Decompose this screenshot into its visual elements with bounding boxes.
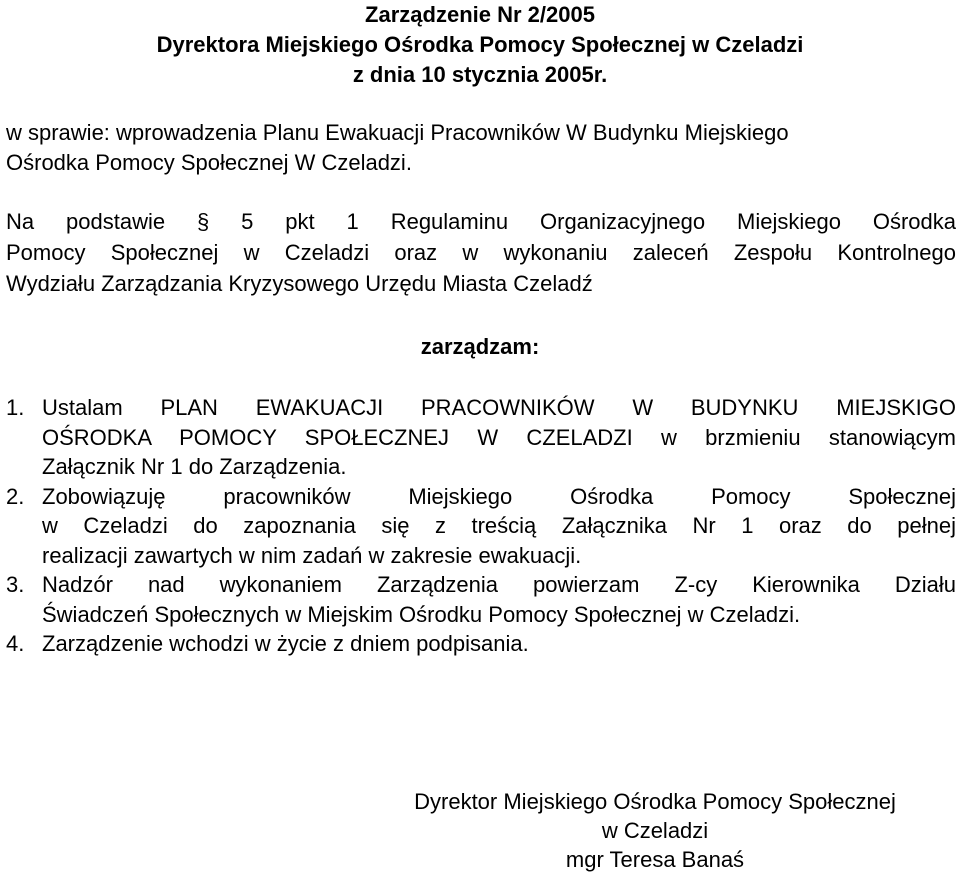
signatory-name: mgr Teresa Banaś [565, 847, 745, 872]
signatory-location: w Czeladzi [601, 818, 709, 843]
document-header [0, 0, 960, 90]
item-line: realizacji zawartych w nim zadań w zakresie ewakuacji. [42, 542, 582, 568]
basis-line-2: Pomocy Społecznej w Czeladzi oraz w wykonaniu zaleceń Zespołu Kontrolnego [6, 240, 956, 265]
item-number: 1. [6, 395, 25, 420]
item-line: Zobowiązuję pracowników Miejskiego Ośrodka Pomocy Społecznej [42, 483, 956, 509]
issuer: Dyrektora Miejskiego Ośrodka Pomocy Społecznej w Czeladzi [156, 32, 804, 57]
item-number: 2. [6, 483, 25, 509]
legal-basis-paragraph [6, 206, 956, 299]
item-line: Nadzór nad wykonaniem Zarządzenia powierzam Z-cy Kierownika Działu [42, 572, 956, 597]
decree-items-list [6, 393, 956, 659]
list-item [6, 482, 956, 571]
list-item [6, 570, 956, 629]
list-item [6, 629, 956, 659]
item-number: 3. [6, 572, 25, 597]
item-line: w Czeladzi do zapoznania się z treścią Załącznika Nr 1 oraz do pełnej [42, 513, 956, 538]
item-line: OŚRODKA POMOCY SPOŁECZNEJ W CZELADZI w brzmieniu stanowiącym [42, 424, 956, 450]
list-item [6, 393, 956, 482]
subject-line-2: Ośrodka Pomocy Społecznej W Czeladzi. [6, 150, 412, 175]
subject-line-1: w sprawie: wprowadzenia Planu Ewakuacji Pracowników W Budynku Miejskiego [6, 120, 789, 145]
decree-word: zarządzam: [420, 334, 540, 359]
decree-title: Zarządzenie Nr 2/2005 [365, 2, 595, 27]
issue-date: z dnia 10 stycznia 2005r. [352, 62, 608, 87]
item-line: Ustalam PLAN EWAKUACJI PRACOWNIKÓW W BUDYNKU MIEJSKIGO [42, 395, 956, 420]
signatory-title: Dyrektor Miejskiego Ośrodka Pomocy Społecznej [414, 789, 896, 814]
item-line: Świadczeń Społecznych w Miejskim Ośrodku Pomocy Społecznej w Czeladzi. [42, 601, 801, 627]
basis-line-1: Na podstawie § 5 pkt 1 Regulaminu Organizacyjnego Miejskiego Ośrodka [6, 209, 956, 234]
subject-paragraph [6, 118, 956, 178]
item-line: Załącznik Nr 1 do Zarządzenia. [42, 454, 347, 479]
item-number: 4. [6, 631, 25, 656]
signature-block [360, 787, 950, 874]
item-line: Zarządzenie wchodzi w życie z dniem podpisania. [42, 631, 529, 656]
basis-line-3: Wydziału Zarządzania Kryzysowego Urzędu Miasta Czeladź [6, 271, 593, 296]
